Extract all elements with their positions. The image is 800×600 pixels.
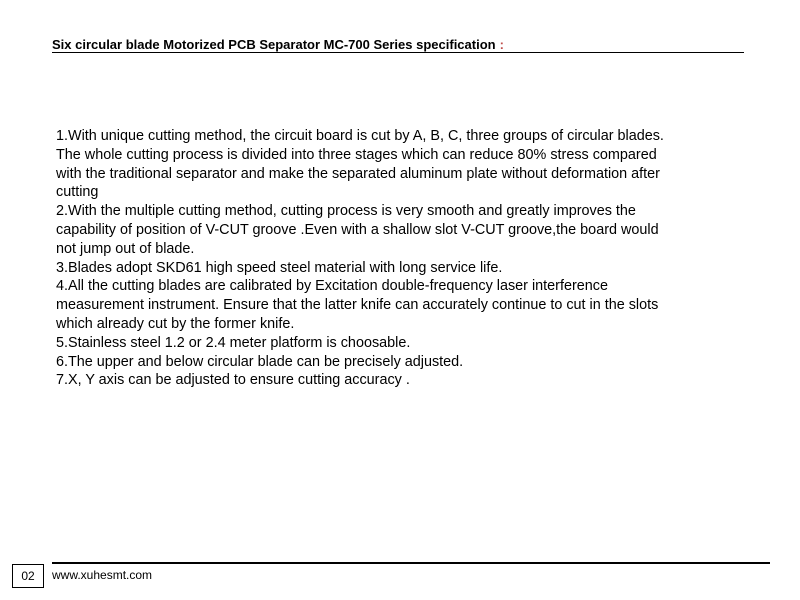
- spec-item-3: 3.Blades adopt SKD61 high speed steel material with long service life.: [56, 259, 503, 276]
- spec-item-4: 4.All the cutting blades are calibrated by Excitation double-frequency laser interference measurement instrument. Ensure that the latter knife can accurately continue to cut in the slots which already cut by the former knife.: [56, 278, 659, 332]
- spec-item-6: 6.The upper and below circular blade can be precisely adjusted.: [56, 353, 464, 370]
- spec-item-1: 1.With unique cutting method, the circuit board is cut by A, B, C, three groups of circular blades. The whole cutting process is divided into three stages which can reduce 80% stress compared with the traditional separator and make the separated aluminum plate without deformation after cutting: [56, 128, 664, 201]
- page-header: [52, 36, 744, 53]
- spec-item-2: 2.With the multiple cutting method, cutting process is very smooth and greatly improves the capability of position of V-CUT groove .Even with a shallow slot V-CUT groove,the board would not jump out of blade.: [56, 203, 659, 257]
- spec-item-7: 7.X, Y axis can be adjusted to ensure cutting accuracy .: [56, 372, 410, 389]
- website-url: www.xuhesmt.com: [52, 568, 153, 582]
- title-colon: :: [499, 37, 504, 52]
- spec-item-5: 5.Stainless steel 1.2 or 2.4 meter platform is choosable.: [56, 334, 411, 351]
- page-number: 02: [12, 564, 44, 588]
- specification-list: [56, 127, 676, 390]
- page-title: Six circular blade Motorized PCB Separator MC-700 Series specification: [52, 37, 496, 52]
- footer-divider: [52, 562, 770, 564]
